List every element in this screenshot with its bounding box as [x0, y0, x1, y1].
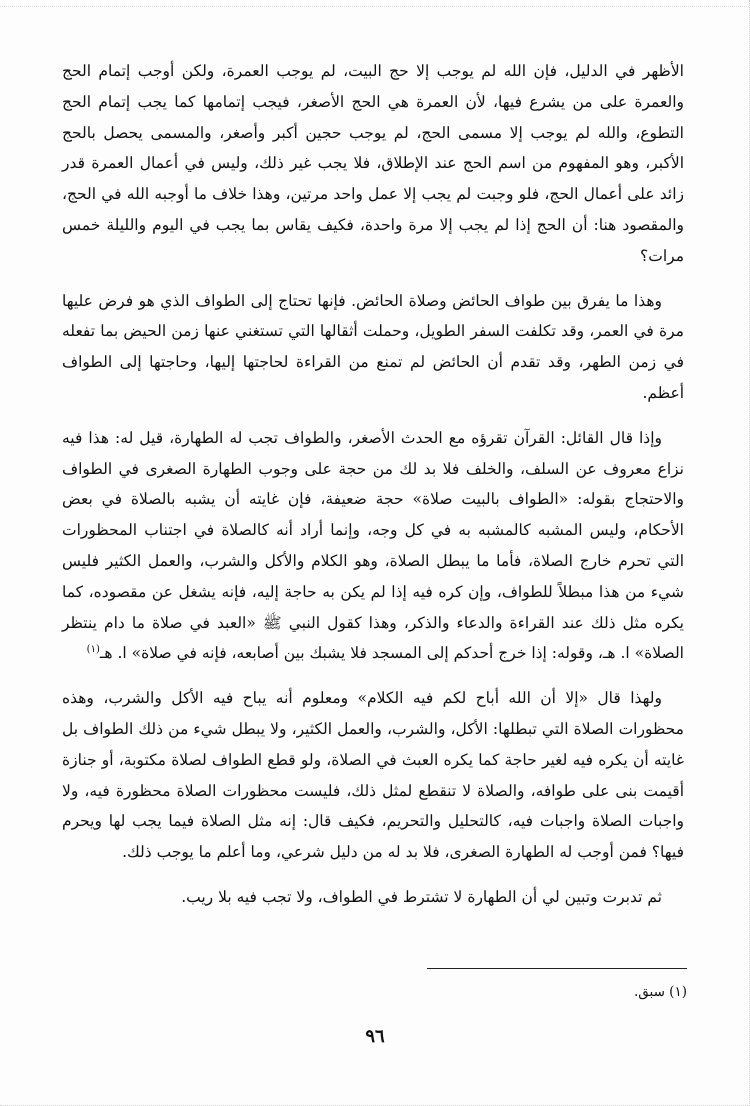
paragraph-5: ثم تدبرت وتبين لي أن الطهارة لا تشترط في الطواف، ولا تجب فيه بلا ريب.: [181, 887, 662, 906]
footnote-reference: (١): [86, 644, 100, 656]
paragraph-1: الأظهر في الدليل، فإن الله لم يوجب إلا حج البيت، لم يوجب العمرة، ولكن أوجب إتمام الحج والعمرة على من يشرع فيها، لأن العمرة هي الحج الأصغر، فيجب إتمامها كما يجب إتمام الحج التطوع، والله لم يوجب إلا مسمى الحج، لم يوجب حجين أكبر وأصغر، والمسمى يحصل بالحج الأكبر، وهو المفهوم من اسم الحج عند الإطلاق، فلا يجب غير ذلك، وليس في أعمال العمرة قدر زائد على أعمال الحج، فلو وجبت لم يجب إلا عمل واحد مرتين، وهذا خلاف ما أوجبه الله في الحج، والمقصود هنا: أن الحج إذا لم يجب إلا مرة واحدة، فكيف يقاس بما يجب في اليوم والليلة خمس مرات؟: [62, 62, 684, 265]
paragraph-4: ولهذا قال «إلا أن الله أباح لكم فيه الكلام» ومعلوم أنه يباح فيه الأكل والشرب، وهذه محظورات الصلاة التي تبطلها: الأكل، والشرب، والعمل الكثير، ولا يبطل شيء من ذلك الطواف بل غايته أن يكره فيه لغير حاجة كما يكره العبث في الصلاة، ولو قطع الطواف لصلاة مكتوبة، أو جنازة أقيمت بنى على طوافه، والصلاة لا تنقطع لمثل ذلك، فليست محظورات الصلاة محظورة فيه، ولا واجبات الصلاة واجبات فيه، كالتحليل والتحريم، فكيف قال: إنه مثل الصلاة فيما يجب لها ويحرم فيها؟ فمن أوجب له الطهارة الصغرى، فلا بد له من دليل شرعي، وما أعلم ما يوجب ذلك.: [62, 689, 684, 862]
scan-edge: [0, 6, 749, 7]
paragraph-3-text: وإذا قال القائل: القرآن تقرؤه مع الحدث الأصغر، والطواف تجب له الطهارة، قيل له: هذا فيه نزاع معروف عن السلف، والخلف فلا بد لك من حجة على وجوب الطهارة الصغرى في الطواف والاحتجاج بقوله: «الطواف بالبيت صلاة» حجة ضعيفة، فإن غايته أن يشبه بالصلاة في بعض الأحكام، وليس المشبه كالمشبه به في كل وجه، وإنما أراد أنه كالصلاة في اجتناب المحظورات التي تحرم خارج الصلاة، فأما ما يبطل الصلاة، وهو الكلام والأكل والشرب، والعمل الكثير فليس شيء من هذا مبطلاً للطواف، وإن كره فيه إذا لم يكن به حاجة إليه، فإنه يشغل عن مقصوده، كما يكره مثل ذلك عند القراءة والدعاء والذكر، وهذا كقول النبي ﷺ «العبد في صلاة ما دام ينتظر الصلاة» ا. هـ، وقوله: إذا خرج أحدكم إلى المسجد فلا يشبك بين أصابعه، فإنه في صلاة» ا. هـ: [62, 428, 684, 663]
paragraph-2: وهذا ما يفرق بين طواف الحائض وصلاة الحائض. فإنها تحتاج إلى الطواف الذي هو فرض عليها مرة في العمر، وقد تكلفت السفر الطويل، وحملت أثقالها التي تستغني عنها زمن الحيض بما تفعله في زمن الطهر، وقد تقدم أن الحائض لم تمنع من القراءة لحاجتها إليها، وحاجتها إلى الطواف أعظم.: [62, 291, 684, 402]
main-text: [62, 56, 684, 913]
page-number: ٩٦: [365, 1026, 385, 1047]
footnote-divider: [427, 968, 687, 969]
footnote: (١) سبق.: [633, 984, 687, 1000]
paragraph-3: [62, 423, 684, 669]
